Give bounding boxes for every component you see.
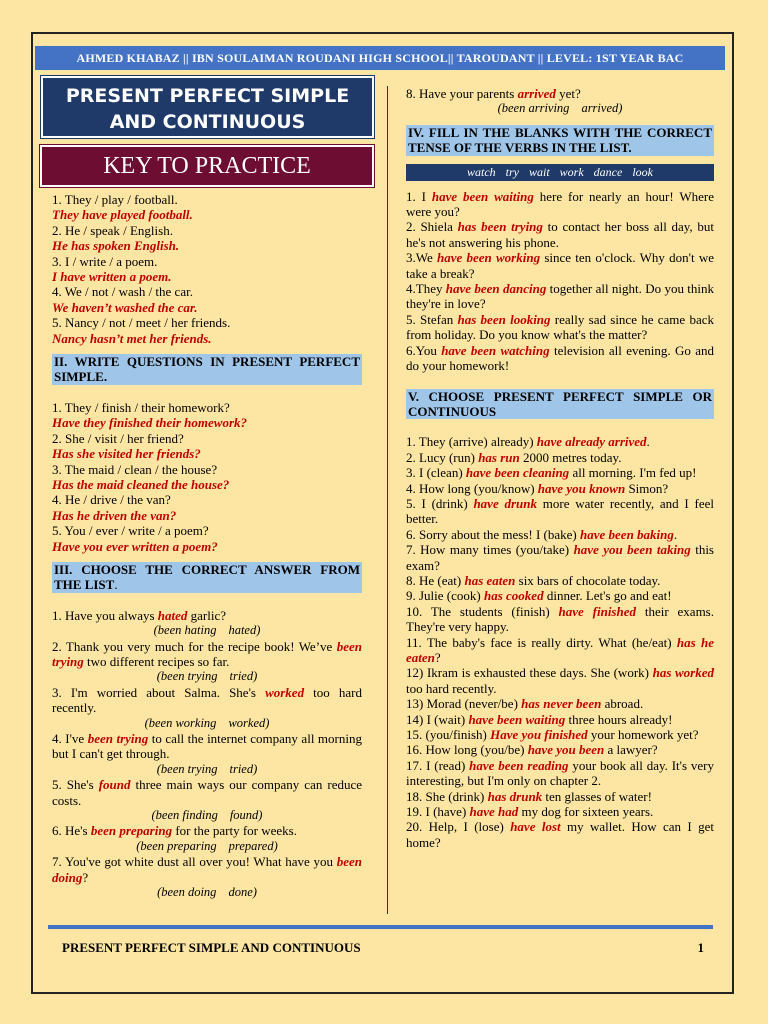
- exercise-item: 10. The students (finish) have finished their exams. They're very happy.: [406, 603, 714, 635]
- exercise-item: 18. She (drink) has drunk ten glasses of water!: [406, 788, 652, 804]
- section-4-heading: IV. FILL IN THE BLANKS WITH THE CORRECT TENSE OF THE VERBS IN THE LIST.: [408, 124, 712, 156]
- left-column: [52, 192, 362, 900]
- exercise-item: 14) I (wait) have been waiting three hours already!: [406, 711, 673, 727]
- exercise-item: 4.They have been dancing together all night. Do you think they're in love?: [406, 281, 714, 312]
- page-footer: [62, 940, 712, 956]
- footer-title: PRESENT PERFECT SIMPLE AND CONTINUOUS: [62, 940, 361, 955]
- exercise-item: 16. How long (you/be) have you been a lawyer?: [406, 742, 658, 758]
- exercise-item: 4. How long (you/know) have you known Simon?: [406, 480, 669, 496]
- section-3-heading: III. CHOOSE THE CORRECT ANSWER FROM THE LIST.: [54, 561, 360, 593]
- exercise-item: 5. Stefan has been looking really sad since he came back from holiday. Do you know what's the matter?: [406, 311, 714, 343]
- exercise-item: 6.You have been watching television all evening. Go and do your homework!: [406, 342, 714, 374]
- right-column: [406, 86, 714, 850]
- section-2: [52, 400, 362, 554]
- answer-options: (been working worked): [144, 715, 270, 730]
- answer-options: (been preparing prepared): [136, 838, 278, 853]
- exercise-item: 3. The maid / clean / the house? Has the maid cleaned the house?: [52, 461, 230, 492]
- exercise-item: 1. They (arrive) already) have already arrived.: [406, 434, 650, 450]
- answer-options: (been trying tried): [156, 669, 258, 684]
- exercise-item: 4. I've been trying to call the internet company all morning but I can't get through. (been trying tried): [52, 731, 362, 776]
- section-2-heading: II. WRITE QUESTIONS IN PRESENT PERFECT SIMPLE.: [54, 354, 360, 385]
- exercise-item: 2. Lucy (run) has run 2000 metres today.: [406, 449, 622, 465]
- header-banner: AHMED KHABAZ || IBN SOULAIMAN ROUDANI HIGH SCHOOL|| TAROUDANT || LEVEL: 1ST YEAR BAC: [35, 46, 725, 70]
- page-title: [41, 76, 374, 138]
- exercise-item: 5. Nancy / not / meet / her friends. Nancy hasn’t met her friends.: [52, 315, 231, 346]
- exercise-item: 3.We have been working since ten o'clock. Why don't we take a break?: [406, 250, 715, 281]
- section-4: [406, 189, 714, 374]
- title-line-2: AND CONTINUOUS: [109, 111, 306, 133]
- exercise-item: 2. She / visit / her friend? Has she visited her friends?: [52, 430, 201, 462]
- exercise-item: 6. Sorry about the mess! I (bake) have been baking.: [406, 526, 678, 542]
- answer-options: (been finding found): [151, 808, 263, 823]
- answer-options: (been hating hated): [153, 623, 261, 638]
- page-number: 1: [697, 940, 704, 955]
- title-line-1: PRESENT PERFECT SIMPLE: [65, 85, 350, 107]
- footer-rule: [48, 925, 713, 929]
- exercise-item: 2. He / speak / English. He has spoken English.: [52, 222, 180, 254]
- section-3: [52, 608, 362, 901]
- exercise-item: 15. (you/finish) Have you finished your homework yet?: [406, 727, 699, 743]
- exercise-item: 3. I / write / a poem. I have written a poem.: [52, 253, 172, 285]
- exercise-item: 19. I (have) have had my dog for sixteen years.: [406, 804, 654, 820]
- exercise-item: 12) Ikram is exhausted these days. She (work) has worked too hard recently.: [406, 665, 714, 696]
- exercise-item: 8. Have your parents arrived yet? (been arriving arrived): [406, 86, 714, 117]
- exercise-item: 5. You / ever / write / a poem? Have you ever written a poem?: [52, 523, 218, 554]
- exercise-item: 5. She's found three main ways our company can reduce costs. (been finding found): [52, 777, 362, 823]
- answer-options: (been doing done): [157, 885, 257, 900]
- exercise-item: 9. Julie (cook) has cooked dinner. Let's go and eat!: [406, 588, 672, 604]
- exercise-item: 1. They / finish / their homework? Have they finished their homework?: [52, 399, 247, 431]
- exercise-item: 8. He (eat) has eaten six bars of chocolate today.: [406, 572, 661, 588]
- exercise-item: 4. We / not / wash / the car. We haven’t washed the car.: [52, 284, 198, 315]
- exercise-item: 3. I'm worried about Salma. She's worked too hard recently. (been working worked): [52, 684, 362, 730]
- section-5: [406, 434, 714, 850]
- exercise-item: 11. The baby's face is really dirty. What (he/eat) has he eaten?: [406, 634, 714, 665]
- word-list: watch try wait work dance look: [406, 164, 714, 181]
- exercise-item: 2. Thank you very much for the recipe book! We’ve been trying two different recipes so far. (been trying tried): [52, 638, 362, 684]
- section-5-heading: V. CHOOSE PRESENT PERFECT SIMPLE OR CONTINUOUS: [408, 388, 712, 419]
- exercise-item: 17. I (read) have been reading your book all day. It's very interesting, but I'm only on chapter 2.: [406, 757, 714, 789]
- exercise-item: 4. He / drive / the van? Has he driven the van?: [52, 492, 177, 523]
- exercise-item: 7. How many times (you/take) have you been taking this exam?: [406, 542, 714, 573]
- exercise-item: 5. I (drink) have drunk more water recently, and I feel better.: [406, 495, 714, 527]
- exercise-item: 6. He's been preparing for the party for weeks. (been preparing prepared): [52, 823, 362, 854]
- exercise-item: 7. You've got white dust all over you! What have you been doing? (been doing done): [52, 854, 362, 900]
- answer-options: (been trying tried): [156, 761, 258, 776]
- exercise-item: 13) Morad (never/be) has never been abroad.: [406, 696, 644, 712]
- section-1: [52, 192, 362, 346]
- exercise-item: 20. Help, I (lose) have lost my wallet. How can I get home?: [406, 819, 715, 850]
- exercise-item: 1. I have been waiting here for nearly an hour! Where were you?: [406, 188, 715, 220]
- key-title: KEY TO PRACTICE: [40, 145, 374, 187]
- exercise-item: 3. I (clean) have been cleaning all morning. I'm fed up!: [406, 465, 697, 481]
- answer-options: (been arriving arrived): [497, 101, 623, 116]
- column-divider: [387, 86, 388, 914]
- exercise-item: 2. Shiela has been trying to contact her boss all day, but he's not answering his phone.: [406, 219, 714, 250]
- exercise-item: 1. Have you always hated garlic? (been hating hated): [52, 608, 362, 639]
- exercise-item: 1. They / play / football. They have played football.: [52, 192, 193, 223]
